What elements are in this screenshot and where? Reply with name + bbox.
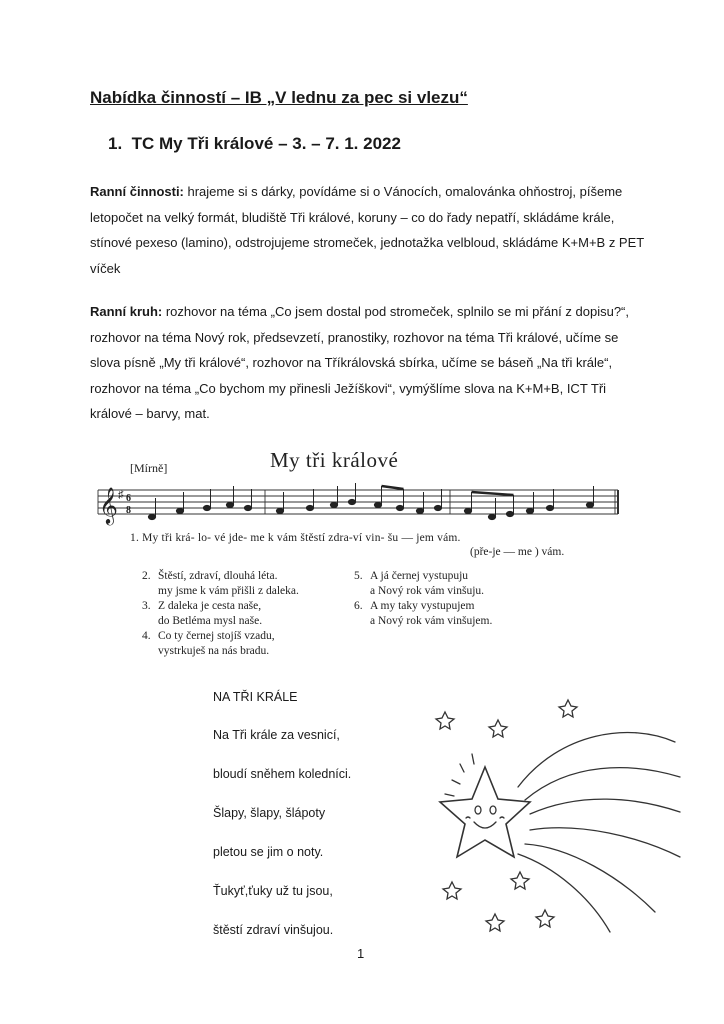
poem-line: štěstí zdraví vinšujou. [213, 923, 334, 937]
song-verses-left [142, 569, 299, 659]
verse-text: A já černej vystupuju a Nový rok vám vinšuju. [370, 570, 485, 597]
music-staff [90, 480, 620, 530]
verse-number: 6. [354, 600, 363, 612]
song-title: My tři králové [270, 448, 399, 472]
song-sheet [90, 440, 630, 670]
morning-circle-text: rozhovor na téma „Co jsem dostal pod stromeček, splnilo se mi přání z dopisu?“, rozhovor na téma Nový rok, předsevzetí, pranostiky, rozhovor na téma Tři králové, učíme se slova písně „My tři králové“, rozhovor na Tříkrálovská sbírka, učíme se báseň „Na tři krále“, rozhovor na téma „Co bychom my přinesli Ježíškovi“, vymýšlíme slova na K+M+B, ICT Tři králové – barvy, mat. [90, 304, 629, 421]
verse-number: 5. [354, 570, 363, 582]
song-lyrics-line-1: 1. My tři krá- lo- vé jde- me k vám štěstí zdra-ví vin- šu — jem vám. [130, 532, 461, 544]
verse-text: Štěstí, zdraví, dlouhá léta. my jsme k vám přišli z daleka. [158, 570, 299, 597]
morning-activities-paragraph [90, 179, 650, 281]
morning-activities-label: Ranní činnosti: [90, 184, 184, 199]
poem-line: bloudí sněhem koledníci. [213, 767, 352, 781]
song-verse-6 [354, 599, 492, 628]
song-verse-5 [354, 569, 492, 598]
song-verse-3 [142, 599, 299, 628]
time-signature-lower: 8 [126, 505, 131, 516]
poem-line: Na Tři krále za vesnicí, [213, 728, 340, 742]
poem-line: Šlapy, šlapy, šlápoty [213, 806, 326, 820]
verse-text: Z daleka je cesta naše, do Betléma mysl naše. [158, 600, 263, 627]
song-lyrics-line-2: (pře-je — me ) vám. [470, 546, 565, 558]
morning-circle-label: Ranní kruh: [90, 304, 163, 319]
song-verses-right [354, 569, 492, 629]
page-number: 1 [357, 946, 365, 961]
poem-line: pletou se jim o noty. [213, 845, 324, 859]
morning-circle-paragraph [90, 299, 650, 427]
song-tempo: [Mírně] [130, 461, 168, 475]
poem-title: NA TŘI KRÁLE [213, 690, 298, 704]
poem-line: Ťukyť,ťuky už tu jsou, [213, 884, 333, 898]
verse-number: 2. [142, 570, 151, 582]
time-signature: 6 [126, 493, 131, 504]
key-signature: ♯ [118, 489, 124, 501]
song-verse-2 [142, 569, 299, 598]
section-heading-text: TC My Tři králové – 3. – 7. 1. 2022 [131, 134, 401, 153]
section-heading [108, 134, 401, 154]
song-verse-4 [142, 629, 299, 658]
verse-number: 3. [142, 600, 151, 612]
shooting-star-illustration [430, 692, 690, 942]
morning-activities-text: hrajeme si s dárky, povídáme si o Vánocích, omalovánka ohňostroj, píšeme letopočet na velký formát, bludiště Tři králové, koruny – co do řady nepatří, skládáme krále, stínové pexeso (lamino), odstrojujeme stromeček, jednotažka velbloud, skládáme K+M+B z PET víček [90, 184, 644, 276]
treble-clef-icon: 𝄞 [99, 486, 118, 524]
section-number: 1. [108, 134, 123, 153]
verse-text: A my taky vystupujem a Nový rok vám vinšujem. [370, 600, 493, 627]
verse-text: Co ty černej stojíš vzadu, vystrkuješ na nás bradu. [158, 630, 275, 657]
verse-number: 4. [142, 630, 151, 642]
page-title: Nabídka činností – IB „V lednu za pec si vlezu“ [90, 88, 468, 107]
poem [213, 690, 352, 937]
